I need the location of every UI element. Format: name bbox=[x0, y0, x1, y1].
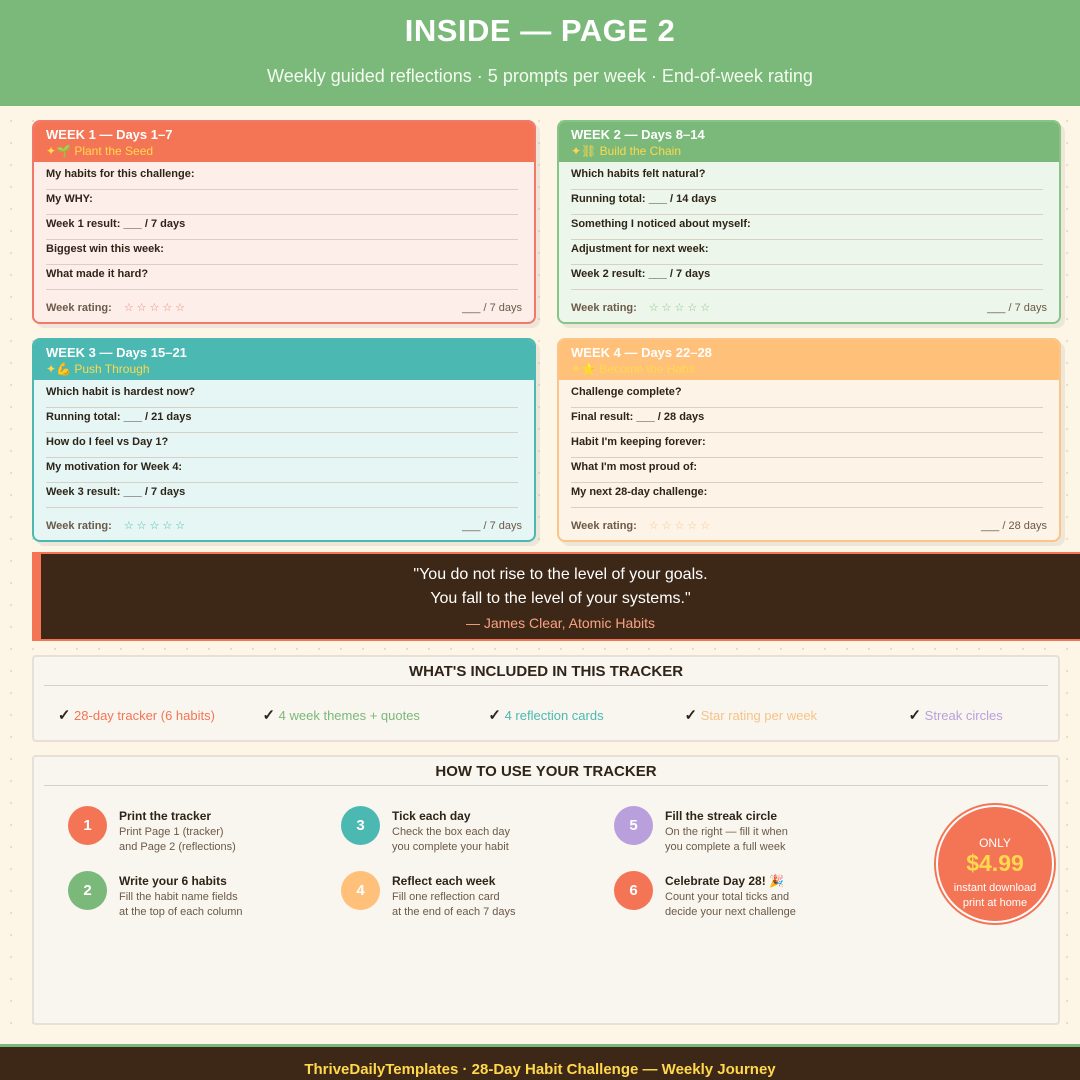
step-desc-line: you complete a full week bbox=[665, 841, 786, 853]
week-card-header bbox=[559, 122, 1059, 162]
week-card-header bbox=[559, 340, 1059, 380]
week-theme: ✦⛓ Build the Chain bbox=[571, 144, 682, 158]
step-number-circle: 2 bbox=[68, 871, 107, 910]
step-desc-line: decide your next challenge bbox=[665, 906, 796, 918]
included-item bbox=[444, 706, 649, 724]
week-title: WEEK 2 — Days 8–14 bbox=[571, 127, 705, 142]
prompt-list bbox=[559, 162, 1059, 290]
prompt-line[interactable]: What made it hard? bbox=[46, 265, 518, 290]
prompt-line[interactable]: Week 3 result: ___ / 7 days bbox=[46, 483, 518, 508]
header-banner bbox=[0, 0, 1080, 106]
included-item bbox=[34, 706, 239, 724]
step-desc-line: Fill the habit name fields bbox=[119, 891, 238, 903]
week-rating-row bbox=[571, 301, 1047, 314]
days-count: ___ / 7 days bbox=[462, 519, 522, 532]
week-3-card bbox=[32, 338, 536, 542]
step-desc bbox=[119, 890, 329, 920]
prompt-line[interactable]: Final result: ___ / 28 days bbox=[571, 408, 1043, 433]
prompt-line[interactable]: Which habit is hardest now? bbox=[46, 383, 518, 408]
step-number-circle: 6 bbox=[614, 871, 653, 910]
step-number-circle: 4 bbox=[341, 871, 380, 910]
rating-label: Week rating: bbox=[571, 519, 637, 532]
week-title: WEEK 4 — Days 22–28 bbox=[571, 345, 712, 360]
step-desc bbox=[392, 890, 602, 920]
star-rating[interactable]: ☆☆☆☆☆ bbox=[123, 302, 189, 314]
step-title: Reflect each week bbox=[392, 874, 496, 888]
prompt-line[interactable]: My next 28-day challenge: bbox=[571, 483, 1043, 508]
prompt-line[interactable]: Habit I'm keeping forever: bbox=[571, 433, 1043, 458]
price-info bbox=[938, 881, 1052, 911]
prompt-line[interactable]: Adjustment for next week: bbox=[571, 240, 1043, 265]
prompt-line[interactable]: My WHY: bbox=[46, 190, 518, 215]
included-item-label: Star rating per week bbox=[700, 708, 818, 723]
step-number-circle: 5 bbox=[614, 806, 653, 845]
included-title: WHAT'S INCLUDED IN THIS TRACKER bbox=[44, 657, 1048, 686]
step-desc-line: you complete your habit bbox=[392, 841, 509, 853]
prompt-line[interactable]: My habits for this challenge: bbox=[46, 165, 518, 190]
prompt-line[interactable]: My motivation for Week 4: bbox=[46, 458, 518, 483]
step-title: Fill the streak circle bbox=[665, 809, 778, 823]
rating-label: Week rating: bbox=[46, 519, 112, 532]
week-card-header bbox=[34, 122, 534, 162]
step-title: Print the tracker bbox=[119, 809, 212, 823]
prompt-line[interactable]: How do I feel vs Day 1? bbox=[46, 433, 518, 458]
rating-label: Week rating: bbox=[571, 301, 637, 314]
prompt-line[interactable]: Running total: ___ / 21 days bbox=[46, 408, 518, 433]
check-icon: ✓ bbox=[262, 707, 276, 724]
step-desc bbox=[392, 825, 602, 855]
step-desc-line: Check the box each day bbox=[392, 826, 511, 838]
step-title: Tick each day bbox=[392, 809, 471, 823]
days-count: ___ / 7 days bbox=[987, 301, 1047, 314]
quote-line-1: "You do not rise to the level of your goals. bbox=[413, 566, 708, 583]
week-title: WEEK 3 — Days 15–21 bbox=[46, 345, 187, 360]
star-rating[interactable]: ☆☆☆☆☆ bbox=[648, 302, 714, 314]
quote-banner bbox=[32, 552, 1080, 641]
check-icon: ✓ bbox=[57, 707, 71, 724]
included-item-label: 4 reflection cards bbox=[504, 708, 604, 723]
week-1-card bbox=[32, 120, 536, 324]
footer-banner: ThriveDailyTemplates · 28-Day Habit Challenge — Weekly Journey bbox=[0, 1044, 1080, 1080]
step-desc-line: Count your total ticks and bbox=[665, 891, 790, 903]
included-item-label: 28-day tracker (6 habits) bbox=[74, 708, 215, 723]
days-count: ___ / 28 days bbox=[980, 519, 1047, 532]
step-number-circle: 1 bbox=[68, 806, 107, 845]
price-info-line: print at home bbox=[962, 897, 1028, 909]
included-item-label: Streak circles bbox=[924, 708, 1003, 723]
step-desc-line: Print Page 1 (tracker) bbox=[119, 826, 224, 838]
check-icon: ✓ bbox=[684, 707, 698, 724]
included-item-label: 4 week themes + quotes bbox=[278, 708, 420, 723]
price-amount: $4.99 bbox=[966, 850, 1024, 876]
included-panel bbox=[32, 655, 1060, 742]
prompt-list bbox=[34, 380, 534, 508]
price-info-line: instant download bbox=[953, 882, 1037, 894]
prompt-line[interactable]: Something I noticed about myself: bbox=[571, 215, 1043, 240]
week-rating-row bbox=[571, 519, 1047, 532]
prompt-line[interactable]: Week 1 result: ___ / 7 days bbox=[46, 215, 518, 240]
prompt-list bbox=[34, 162, 534, 290]
week-card-header bbox=[34, 340, 534, 380]
step-desc-line: and Page 2 (reflections) bbox=[119, 841, 236, 853]
week-theme: ✦💪 Push Through bbox=[46, 362, 150, 376]
price-only-label: ONLY bbox=[979, 836, 1011, 850]
rating-label: Week rating: bbox=[46, 301, 112, 314]
week-rating-row bbox=[46, 519, 522, 532]
prompt-line[interactable]: Challenge complete? bbox=[571, 383, 1043, 408]
week-title: WEEK 1 — Days 1–7 bbox=[46, 127, 173, 142]
step-desc-line: On the right — fill it when bbox=[665, 826, 788, 838]
star-rating[interactable]: ☆☆☆☆☆ bbox=[648, 520, 714, 532]
week-2-card bbox=[557, 120, 1061, 324]
week-theme: ✦🌱 Plant the Seed bbox=[46, 144, 154, 158]
included-list bbox=[34, 706, 1058, 724]
prompt-line[interactable]: Week 2 result: ___ / 7 days bbox=[571, 265, 1043, 290]
week-rating-row bbox=[46, 301, 522, 314]
page-title: INSIDE — PAGE 2 bbox=[404, 13, 676, 48]
quote-author: — James Clear, Atomic Habits bbox=[465, 615, 656, 631]
quote-line-2: You fall to the level of your systems." bbox=[430, 590, 691, 607]
included-item bbox=[648, 706, 853, 724]
prompt-line[interactable]: Running total: ___ / 14 days bbox=[571, 190, 1043, 215]
prompt-line[interactable]: Which habits felt natural? bbox=[571, 165, 1043, 190]
step-desc-line: at the end of each 7 days bbox=[392, 906, 516, 918]
days-count: ___ / 7 days bbox=[462, 301, 522, 314]
step-title: Celebrate Day 28! 🎉 bbox=[665, 874, 784, 888]
included-item bbox=[853, 706, 1058, 724]
step-number-circle: 3 bbox=[341, 806, 380, 845]
prompt-line[interactable]: What I'm most proud of: bbox=[571, 458, 1043, 483]
included-item bbox=[239, 706, 444, 724]
step-desc bbox=[119, 825, 329, 855]
price-badge[interactable] bbox=[936, 805, 1054, 923]
step-desc-line: at the top of each column bbox=[119, 906, 243, 918]
step-desc bbox=[665, 890, 875, 920]
check-icon: ✓ bbox=[488, 707, 501, 724]
prompt-line[interactable]: Biggest win this week: bbox=[46, 240, 518, 265]
step-desc bbox=[665, 825, 875, 855]
step-desc-line: Fill one reflection card bbox=[392, 891, 500, 903]
quote-text bbox=[41, 554, 1080, 611]
prompt-list bbox=[559, 380, 1059, 508]
week-theme: ✦⭐ Become the Habit bbox=[571, 362, 695, 376]
howto-title: HOW TO USE YOUR TRACKER bbox=[44, 757, 1048, 786]
star-rating[interactable]: ☆☆☆☆☆ bbox=[123, 520, 189, 532]
step-title: Write your 6 habits bbox=[119, 874, 227, 888]
check-icon: ✓ bbox=[908, 707, 922, 724]
week-4-card bbox=[557, 338, 1061, 542]
page-subtitle: Weekly guided reflections · 5 prompts per week · End-of-week rating bbox=[267, 66, 813, 86]
